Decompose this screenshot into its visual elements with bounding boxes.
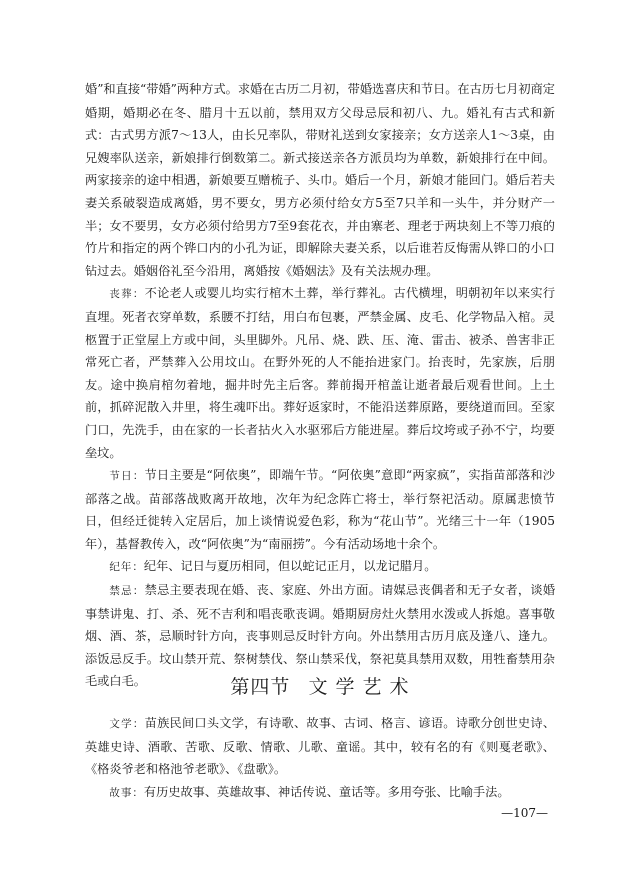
paragraph-text: 纪年、记日与夏历相同，但以蛇记正月，以龙记腊月。 bbox=[143, 559, 437, 574]
paragraph-text: 不论老人或婴儿均实行棺木土葬，举行葬礼。古代横埋，明朝初年以来实行直埋。死者衣穿单数，系腰不打结，用白布包裹，严禁金属、皮毛、化学物品入棺。灵柩置于正堂屋上方或中间，头里脚外。凡吊、烧、跌、压、淹、雷击、被杀、兽害非正常死亡者，严禁葬入公用坟山。在野外死的人不能抬进家门。抬丧时，先家族，后朋友。途中换肩棺勿着地，掘井时先主后客。葬前揭开棺盖让逝者最后观看世间。上土前，抓碎泥散入井里，将生魂吓出。葬好返家时，不能沿送葬原路，要绕道而回。至家门口，先洗手，由在家的一长者拈火入水驱邪后方能进屋。葬后坟垮或子孙不宁，均要垒坟。 bbox=[85, 286, 556, 460]
paragraph-literature bbox=[85, 712, 555, 781]
paragraph-text: 婚”和直接“带婚”两种方式。求婚在古历二月初，带婚选喜庆和节日。在古历七月初商定婚期，婚期必在冬、腊月十五以前，禁用双方父母忌辰和初八、九。婚礼有古式和新式：古式男方派7～13人，由长兄率队，带财礼送到女家接亲；女方送亲人1～3桌，由兄嫂率队送亲，新娘排行倒数第二。新式接送亲各方派员均为单数，新娘排行在中间。两家接亲的途中相遇，新娘要互赠梳子、头巾。婚后一个月，新娘才能回门。婚后若夫妻关系破裂造成离婚，男不要女，男方必须付给女方5至7只羊和一头牛，并分财产一半；女不要男，女方必须付给男方7至9套花衣，并由寨老、理老于两块刻上不等刀痕的竹片和指定的两个铧口内的小孔为证，即解除夫妻关系，以后谁若反悔需从铧口的小口钻过去。婚姻俗礼至今沿用，离婚按《婚姻法》及有关法规办理。 bbox=[85, 82, 555, 278]
paragraph-lead: 节日： bbox=[109, 470, 145, 483]
paragraph-stories bbox=[85, 781, 555, 805]
paragraph-text: 有历史故事、英雄故事、神话传说、童话等。多用夸张、比喻手法。 bbox=[143, 784, 510, 799]
section-number: 第四节 bbox=[230, 676, 291, 698]
section-name: 文 学 艺 术 bbox=[308, 676, 410, 698]
paragraph-marriage-cont bbox=[85, 78, 555, 282]
paragraph-lead: 纪年： bbox=[109, 561, 144, 574]
section-text-block bbox=[85, 712, 555, 804]
paragraph-lead: 文学： bbox=[109, 718, 145, 730]
paragraph-festival bbox=[85, 464, 555, 555]
paragraph-funeral bbox=[85, 282, 555, 464]
paragraph-text: 节日主要是“阿依奥”，即端午节。“阿依奥”意即“两家疯”，实指苗部落和沙部落之战。苗部落战败离开故地，次年为纪念阵亡将士，举行祭祀活动。原属悲愤节日，但经迁徙转入定居后，加上谈情说爱色彩，称为“花山节”。光绪三十一年（1905年），基督教传入，改“阿依奥”为“南丽捞”。今有活动场地十余个。 bbox=[85, 468, 555, 551]
paragraph-text: 禁忌主要表现在婚、丧、家庭、外出方面。请媒忌丧偶者和无子女者，谈婚事禁讲鬼、打、杀、死不吉利和唱丧歌丧调。婚期厨房灶火禁用水泼或人拆熄。喜事敬烟、酒、茶，忌顺时针方向，丧事则忌反时针方向。外出禁用古历月底及逢八、逢九。添饭忌反手。坟山禁开荒、祭树禁伐、祭山禁采伐，祭祀莫具禁用双数，用牲畜禁用杂毛或白毛。 bbox=[85, 583, 556, 689]
paragraph-lead: 禁忌： bbox=[109, 585, 145, 598]
paragraph-calendar bbox=[85, 555, 555, 579]
page-number: —107— bbox=[501, 806, 548, 820]
section-heading bbox=[0, 672, 640, 699]
paragraph-lead: 丧葬： bbox=[109, 288, 145, 301]
main-text-block bbox=[85, 78, 555, 693]
paragraph-text: 苗族民间口头文学，有诗歌、故事、古词、格言、谚语。诗歌分创世史诗、英雄史诗、酒歌、苦歌、反歌、情歌、儿歌、童谣。其中，较有名的有《则戛老歌》、《格炎爷老和格池爷老歌》、《盘歌》。 bbox=[85, 716, 556, 777]
paragraph-lead: 故事： bbox=[109, 786, 144, 799]
